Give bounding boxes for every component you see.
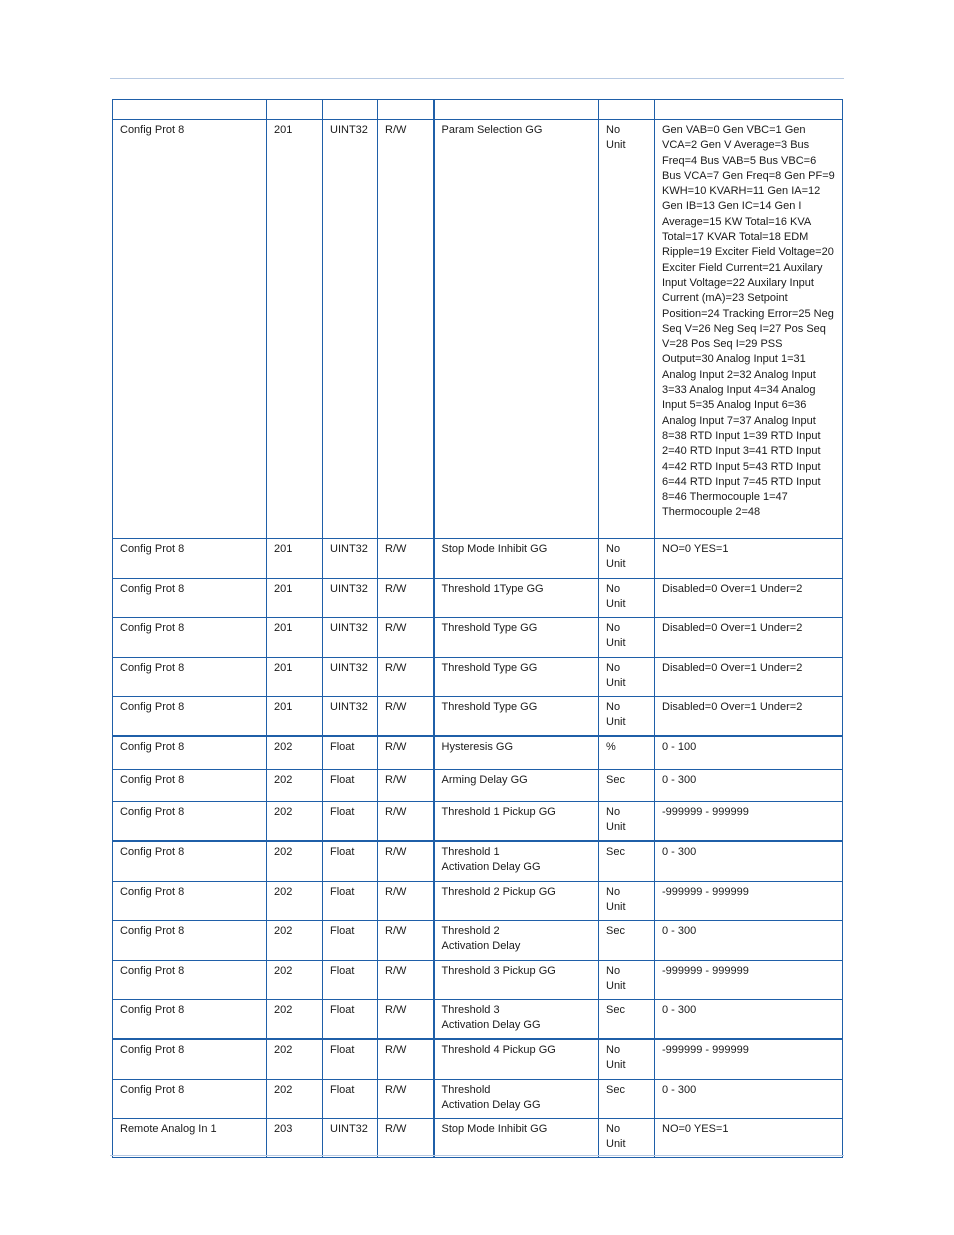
cell-type: UINT32 (323, 120, 378, 539)
cell-type: UINT32 (323, 658, 378, 697)
header-cell (434, 100, 599, 120)
cell-unit: Sec (599, 841, 655, 882)
cell-register: 202 (267, 1039, 323, 1080)
cell-range: Disabled=0 Over=1 Under=2 (655, 697, 843, 737)
cell-unit: Sec (599, 770, 655, 802)
cell-name: Stop Mode Inhibit GG (434, 1119, 599, 1158)
table-row (113, 736, 843, 770)
table-row (113, 921, 843, 961)
cell-type: Float (323, 802, 378, 842)
cell-type: Float (323, 1039, 378, 1080)
cell-access: R/W (378, 770, 434, 802)
cell-group: Config Prot 8 (113, 539, 267, 579)
cell-type: Float (323, 961, 378, 1000)
cell-unit: No Unit (599, 120, 655, 539)
cell-unit: No Unit (599, 802, 655, 842)
cell-unit: % (599, 736, 655, 770)
cell-range: NO=0 YES=1 (655, 539, 843, 579)
cell-name: Threshold Type GG (434, 697, 599, 737)
cell-group: Config Prot 8 (113, 1080, 267, 1119)
cell-unit: No Unit (599, 961, 655, 1000)
cell-unit: No Unit (599, 618, 655, 658)
cell-group: Config Prot 8 (113, 841, 267, 882)
cell-range: Disabled=0 Over=1 Under=2 (655, 579, 843, 618)
header-cell (378, 100, 434, 120)
cell-unit: No Unit (599, 882, 655, 921)
cell-name: Threshold 1 Activation Delay GG (434, 841, 599, 882)
header-cell (113, 100, 267, 120)
cell-unit: Sec (599, 1000, 655, 1040)
cell-type: Float (323, 882, 378, 921)
cell-access: R/W (378, 841, 434, 882)
cell-access: R/W (378, 579, 434, 618)
cell-unit: Sec (599, 921, 655, 961)
cell-group: Config Prot 8 (113, 618, 267, 658)
cell-unit: No Unit (599, 539, 655, 579)
cell-register: 202 (267, 1080, 323, 1119)
cell-group: Config Prot 8 (113, 579, 267, 618)
cell-name: Hysteresis GG (434, 736, 599, 770)
cell-register: 202 (267, 736, 323, 770)
cell-access: R/W (378, 658, 434, 697)
cell-range: 0 - 300 (655, 1080, 843, 1119)
table-row (113, 1039, 843, 1080)
cell-group: Config Prot 8 (113, 697, 267, 737)
cell-access: R/W (378, 120, 434, 539)
header-cell (599, 100, 655, 120)
cell-name: Threshold 1 Pickup GG (434, 802, 599, 842)
cell-name: Threshold 1Type GG (434, 579, 599, 618)
cell-unit: No Unit (599, 658, 655, 697)
header-cell (267, 100, 323, 120)
cell-register: 202 (267, 882, 323, 921)
table-row (113, 697, 843, 737)
cell-name: Threshold Type GG (434, 618, 599, 658)
cell-type: UINT32 (323, 579, 378, 618)
cell-group: Config Prot 8 (113, 658, 267, 697)
table-row (113, 1080, 843, 1119)
cell-register: 202 (267, 1000, 323, 1040)
table-row (113, 802, 843, 842)
cell-group: Config Prot 8 (113, 921, 267, 961)
cell-register: 201 (267, 618, 323, 658)
table-header-row (113, 100, 843, 120)
cell-name: Threshold Type GG (434, 658, 599, 697)
cell-group: Config Prot 8 (113, 882, 267, 921)
table-row (113, 961, 843, 1000)
cell-name: Threshold 2 Activation Delay (434, 921, 599, 961)
cell-access: R/W (378, 802, 434, 842)
cell-register: 202 (267, 841, 323, 882)
cell-name: Threshold 3 Activation Delay GG (434, 1000, 599, 1040)
cell-register: 201 (267, 120, 323, 539)
footer-rule (110, 1155, 844, 1156)
cell-group: Remote Analog In 1 (113, 1119, 267, 1158)
cell-unit: Sec (599, 1080, 655, 1119)
cell-unit: No Unit (599, 579, 655, 618)
cell-type: Float (323, 1000, 378, 1040)
cell-name: Arming Delay GG (434, 770, 599, 802)
cell-access: R/W (378, 618, 434, 658)
cell-name: Threshold 4 Pickup GG (434, 1039, 599, 1080)
cell-register: 201 (267, 539, 323, 579)
cell-name: Threshold 2 Pickup GG (434, 882, 599, 921)
cell-register: 203 (267, 1119, 323, 1158)
table-row (113, 539, 843, 579)
cell-type: UINT32 (323, 618, 378, 658)
cell-group: Config Prot 8 (113, 1000, 267, 1040)
cell-range: -999999 - 999999 (655, 882, 843, 921)
cell-register: 201 (267, 697, 323, 737)
cell-group: Config Prot 8 (113, 120, 267, 539)
cell-group: Config Prot 8 (113, 1039, 267, 1080)
cell-range: 0 - 300 (655, 770, 843, 802)
cell-register: 202 (267, 802, 323, 842)
cell-access: R/W (378, 736, 434, 770)
table-row (113, 618, 843, 658)
cell-name: Stop Mode Inhibit GG (434, 539, 599, 579)
cell-range: 0 - 300 (655, 841, 843, 882)
cell-range: 0 - 300 (655, 921, 843, 961)
cell-access: R/W (378, 1000, 434, 1040)
header-cell (655, 100, 843, 120)
cell-access: R/W (378, 1039, 434, 1080)
cell-range: Gen VAB=0 Gen VBC=1 Gen VCA=2 Gen V Average=3 Bus Freq=4 Bus VAB=5 Bus VBC=6 Bus VCA=7 Gen Freq=8 Gen PF=9 KWH=10 KVARH=11 Gen IA=12 Gen IB=13 Gen IC=14 Gen I Average=15 KW Total=16 KVA Total=17 KVAR Total=18 EDM Ripple=19 Exciter Field Voltage=20 Exciter Field Current=21 Auxilary Input Voltage=22 Auxilary Input Current (mA)=23 Setpoint Position=24 Tracking Error=25 Neg Seq V=26 Neg Seq I=27 Pos Seq V=28 Pos Seq I=29 PSS Output=30 Analog Input 1=31 Analog Input 2=32 Analog Input 3=33 Analog Input 4=34 Analog Input 5=35 Analog Input 6=36 Analog Input 7=37 Analog Input 8=38 RTD Input 1=39 RTD Input 2=40 RTD Input 3=41 RTD Input 4=42 RTD Input 5=43 RTD Input 6=44 RTD Input 7=45 RTD Input 8=46 Thermocouple 1=47 Thermocouple 2=48 (655, 120, 843, 539)
cell-type: Float (323, 770, 378, 802)
cell-range: -999999 - 999999 (655, 802, 843, 842)
cell-range: -999999 - 999999 (655, 961, 843, 1000)
cell-access: R/W (378, 921, 434, 961)
table-row (113, 658, 843, 697)
cell-range: Disabled=0 Over=1 Under=2 (655, 658, 843, 697)
table-row (113, 579, 843, 618)
cell-register: 201 (267, 579, 323, 618)
cell-type: Float (323, 841, 378, 882)
table-row (113, 120, 843, 539)
cell-type: UINT32 (323, 539, 378, 579)
cell-access: R/W (378, 1080, 434, 1119)
register-table (112, 99, 843, 1158)
cell-group: Config Prot 8 (113, 736, 267, 770)
table-row (113, 841, 843, 882)
cell-range: 0 - 100 (655, 736, 843, 770)
cell-group: Config Prot 8 (113, 961, 267, 1000)
cell-unit: No Unit (599, 697, 655, 737)
cell-register: 202 (267, 770, 323, 802)
cell-register: 201 (267, 658, 323, 697)
cell-type: UINT32 (323, 697, 378, 737)
cell-access: R/W (378, 961, 434, 1000)
cell-range: 0 - 300 (655, 1000, 843, 1040)
header-rule (110, 78, 844, 79)
cell-group: Config Prot 8 (113, 802, 267, 842)
cell-range: -999999 - 999999 (655, 1039, 843, 1080)
cell-access: R/W (378, 1119, 434, 1158)
table-row (113, 1119, 843, 1158)
cell-name: Threshold 3 Pickup GG (434, 961, 599, 1000)
cell-access: R/W (378, 882, 434, 921)
cell-name: Threshold Activation Delay GG (434, 1080, 599, 1119)
cell-register: 202 (267, 921, 323, 961)
table-row (113, 882, 843, 921)
table-row (113, 1000, 843, 1040)
cell-unit: No Unit (599, 1119, 655, 1158)
table-row (113, 770, 843, 802)
cell-access: R/W (378, 539, 434, 579)
cell-name: Param Selection GG (434, 120, 599, 539)
cell-range: NO=0 YES=1 (655, 1119, 843, 1158)
cell-access: R/W (378, 697, 434, 737)
cell-type: Float (323, 921, 378, 961)
cell-type: UINT32 (323, 1119, 378, 1158)
cell-type: Float (323, 1080, 378, 1119)
cell-range: Disabled=0 Over=1 Under=2 (655, 618, 843, 658)
cell-group: Config Prot 8 (113, 770, 267, 802)
cell-type: Float (323, 736, 378, 770)
header-cell (323, 100, 378, 120)
cell-unit: No Unit (599, 1039, 655, 1080)
cell-register: 202 (267, 961, 323, 1000)
